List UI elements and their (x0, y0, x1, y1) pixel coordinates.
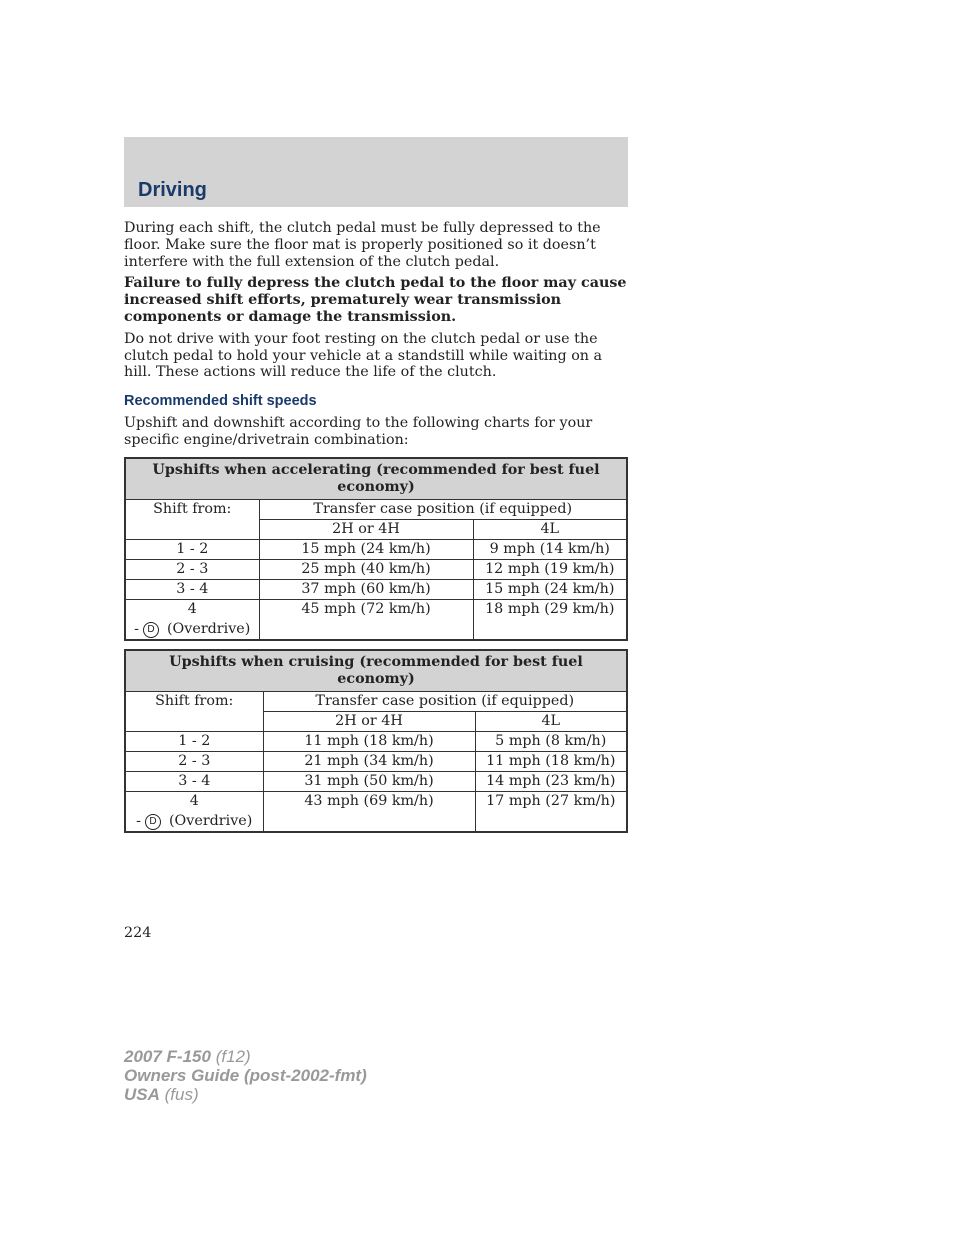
speed-4l-cell: 18 mph (29 km/h) (473, 599, 627, 640)
speed-4l-cell: 17 mph (27 km/h) (475, 791, 627, 832)
overdrive-label: (Overdrive) (168, 812, 253, 829)
paragraph-clutch-depress: During each shift, the clutch pedal must be fully depressed to the floor. Make sure the floor mat is properly positioned so it doesn’t interfere with the full extension of the clutch pedal. (124, 220, 601, 270)
document-footer (124, 1047, 367, 1104)
speed-4l-cell: 15 mph (24 km/h) (473, 579, 627, 599)
speed-2h-cell: 25 mph (40 km/h) (259, 559, 473, 579)
shift-cell: 2 - 3 (125, 559, 259, 579)
footer-line-guide (124, 1066, 367, 1085)
shift-cell-overdrive (125, 791, 263, 832)
shift-from-header: Shift from: (125, 499, 259, 539)
speed-4l-cell: 14 mph (23 km/h) (475, 771, 627, 791)
speed-2h-cell: 43 mph (69 km/h) (263, 791, 475, 832)
table-row (125, 751, 627, 771)
table-accelerating (124, 457, 628, 641)
section-header-band (124, 137, 628, 207)
table-caption: Upshifts when accelerating (recommended for best fuel economy) (125, 458, 627, 500)
table-row (125, 791, 627, 832)
speed-4l-cell: 12 mph (19 km/h) (473, 559, 627, 579)
footer-guide: Owners Guide (post-2002-fmt) (124, 1066, 367, 1085)
speed-4l-cell: 9 mph (14 km/h) (473, 539, 627, 559)
col-header-2h-4h: 2H or 4H (259, 519, 473, 539)
shift-gear-number: 4 (189, 792, 199, 809)
shift-gear-number: 4 (187, 600, 197, 617)
table-row (125, 599, 627, 640)
footer-market-code: (fus) (164, 1085, 199, 1104)
speed-4l-cell: 5 mph (8 km/h) (475, 731, 627, 751)
overdrive-d-icon: D (143, 622, 159, 638)
table-caption: Upshifts when cruising (recommended for best fuel economy) (125, 650, 627, 692)
transfer-case-header: Transfer case position (if equipped) (259, 499, 627, 519)
overdrive-d-icon: D (145, 814, 161, 830)
shift-from-header: Shift from: (125, 691, 263, 731)
overdrive-label: (Overdrive) (166, 620, 251, 637)
shift-cell: 1 - 2 (125, 731, 263, 751)
col-header-2h-4h: 2H or 4H (263, 711, 475, 731)
shift-cell: 3 - 4 (125, 771, 263, 791)
col-header-4l: 4L (475, 711, 627, 731)
paragraph-clutch-rest: Do not drive with your foot resting on the clutch pedal or use the clutch pedal to hold your vehicle at a standstill while waiting on a hill. These actions will reduce the life of the clutch. (124, 330, 603, 381)
footer-model-code: (f12) (215, 1047, 251, 1066)
section-title: Driving (138, 179, 207, 201)
footer-market: USA (124, 1085, 160, 1104)
table-row (125, 731, 627, 751)
overdrive-label-line (130, 813, 259, 830)
speed-2h-cell: 21 mph (34 km/h) (263, 751, 475, 771)
shift-cell: 3 - 4 (125, 579, 259, 599)
shift-cell: 1 - 2 (125, 539, 259, 559)
table-row (125, 539, 627, 559)
footer-line-market (124, 1085, 367, 1104)
speed-2h-cell: 31 mph (50 km/h) (263, 771, 475, 791)
dash: - (134, 620, 139, 637)
paragraph-shift-intro: Upshift and downshift according to the following charts for your specific engine/drivetrain combination: (124, 415, 593, 448)
subheading-shift-speeds: Recommended shift speeds (124, 393, 317, 410)
table-row (125, 771, 627, 791)
speed-2h-cell: 37 mph (60 km/h) (259, 579, 473, 599)
table-cruising (124, 649, 628, 833)
table-row (125, 579, 627, 599)
col-header-4l: 4L (473, 519, 627, 539)
footer-model: 2007 F-150 (124, 1047, 211, 1066)
shift-cell-overdrive (125, 599, 259, 640)
speed-2h-cell: 11 mph (18 km/h) (263, 731, 475, 751)
dash: - (136, 812, 141, 829)
footer-line-model (124, 1047, 367, 1066)
shift-cell: 2 - 3 (125, 751, 263, 771)
table-row (125, 559, 627, 579)
overdrive-label-line (130, 621, 255, 638)
speed-2h-cell: 15 mph (24 km/h) (259, 539, 473, 559)
speed-4l-cell: 11 mph (18 km/h) (475, 751, 627, 771)
page-number: 224 (124, 925, 152, 941)
transfer-case-header: Transfer case position (if equipped) (263, 691, 627, 711)
page-content (124, 220, 630, 833)
warning-paragraph: Failure to fully depress the clutch pedal to the floor may cause increased shift efforts, prematurely wear transmission components or damage the transmission. (124, 275, 627, 325)
speed-2h-cell: 45 mph (72 km/h) (259, 599, 473, 640)
